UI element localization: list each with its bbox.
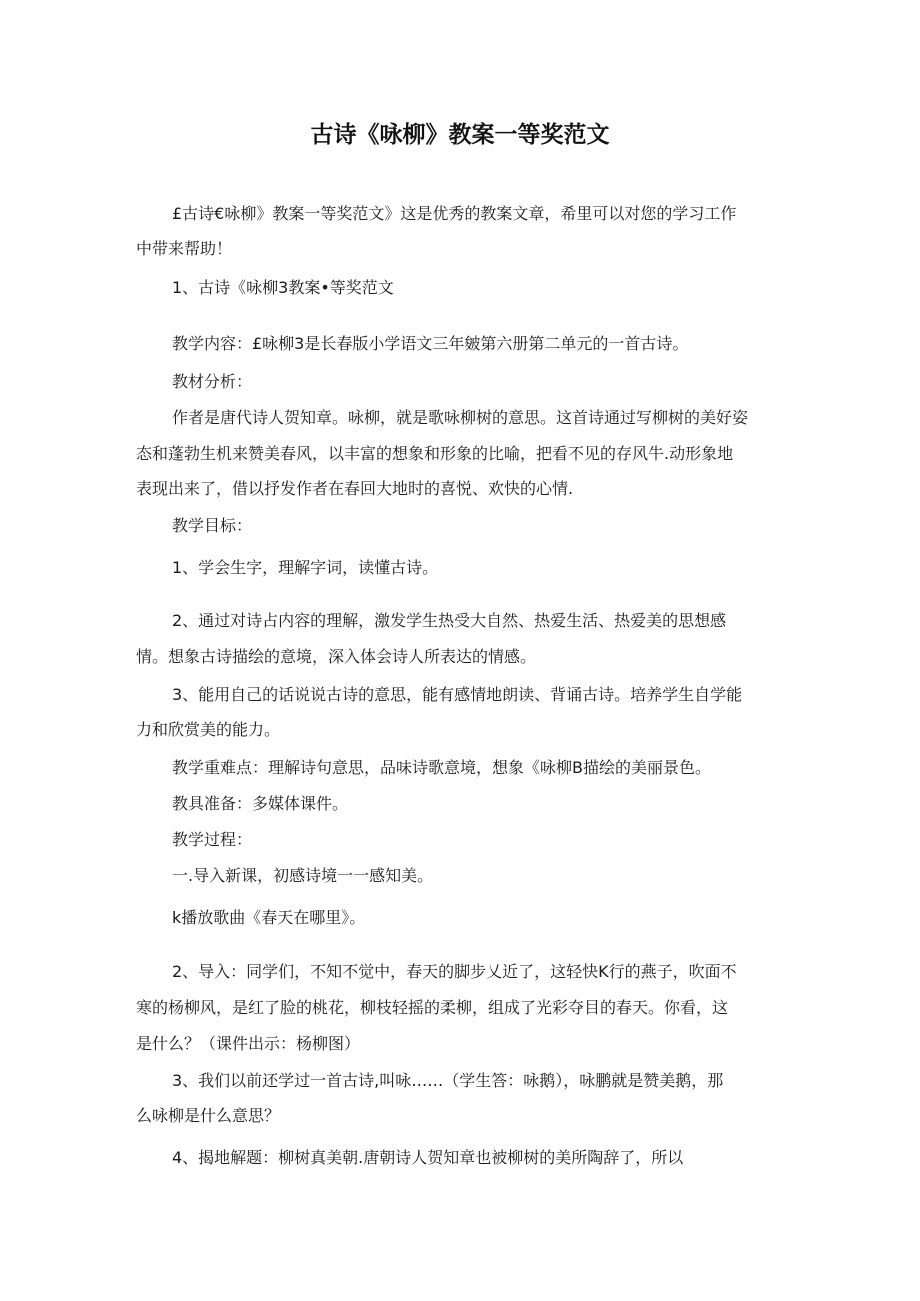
process-substep-3-line-2: 么咏柳是什么意思？ xyxy=(136,1106,281,1125)
objective-2-line-2: 情。想象古诗描绘的意境，深入体会诗人所表达的情感。 xyxy=(136,647,537,666)
analysis-line-1: 作者是唐代诗人贺知章。咏柳，就是歌咏柳树的意思。这首诗通过写柳树的美好姿 xyxy=(172,408,749,427)
objective-1: 1、学会生字，理解字词，读懂古诗。 xyxy=(172,558,439,577)
process-substep-3-line-1: 3、我们以前还学过一首古诗,叫咏……（学生答：咏鹅），咏鹏就是赞美鹅，那 xyxy=(172,1071,724,1090)
objective-3-line-2: 力和欣赏美的能力。 xyxy=(136,720,281,739)
process-substep-2-line-3: 是什么？（课件出示：杨柳图） xyxy=(136,1034,361,1053)
process-substep-2-line-2: 寒的杨柳风，是红了脸的桃花，柳枝轻摇的柔柳，组成了光彩夺目的春天。你看，这 xyxy=(136,998,729,1017)
objective-2-line-1: 2、通过对诗占内容的理解，激发学生热受大自然、热爱生活、热爱美的思想感 xyxy=(172,611,727,630)
teaching-content: 教学内容：£咏柳3是长春版小学语文三年皴第六册第二单元的一首古诗。 xyxy=(172,334,689,353)
process-substep-4-line-1: 4、揭地解题：柳树真美朝.唐朝诗人贺知章也被柳树的美所陶辞了，所以 xyxy=(172,1148,684,1167)
analysis-line-2: 态和蓬勃生机来赞美春风，以丰富的想象和形象的比喻，把看不见的存风牛.动形象地 xyxy=(136,444,734,463)
section-heading-1: 1、古诗《咏柳3教案•等奖范文 xyxy=(172,278,394,297)
material-analysis-label: 教材分析： xyxy=(172,372,253,391)
intro-line-1: £古诗€咏柳》教案一等奖范文》这是优秀的教案文章，希里可以对您的学习工作 xyxy=(172,204,737,223)
intro-line-2: 中带来帮助！ xyxy=(136,239,233,258)
process-label: 教学过程： xyxy=(172,830,253,849)
process-step-1: 一.导入新课，初感诗境一一感知美。 xyxy=(172,866,434,885)
process-substep-1: k播放歌曲《春天在哪里》。 xyxy=(172,908,366,927)
teaching-aids: 教具准备：多媒体课件。 xyxy=(172,794,349,813)
objectives-label: 教学目标： xyxy=(172,516,253,535)
objective-3-line-1: 3、能用自己的话说说古诗的意思，能有感情地朗读、背诵古诗。培养学生自学能 xyxy=(172,685,743,704)
document-title: 古诗《咏柳》教案一等奖范文 xyxy=(310,122,610,148)
analysis-line-3: 表现出来了，借以抒发作者在春回大地时的喜悦、欢快的心情. xyxy=(136,479,574,498)
key-points: 教学重难点：理解诗句意思，品味诗歌意境，想象《咏柳B描绘的美丽景色。 xyxy=(172,758,711,777)
process-substep-2-line-1: 2、导入：同学们，不知不觉中，春天的脚步乂近了，这轻快K行的燕子，吹面不 xyxy=(172,962,737,981)
